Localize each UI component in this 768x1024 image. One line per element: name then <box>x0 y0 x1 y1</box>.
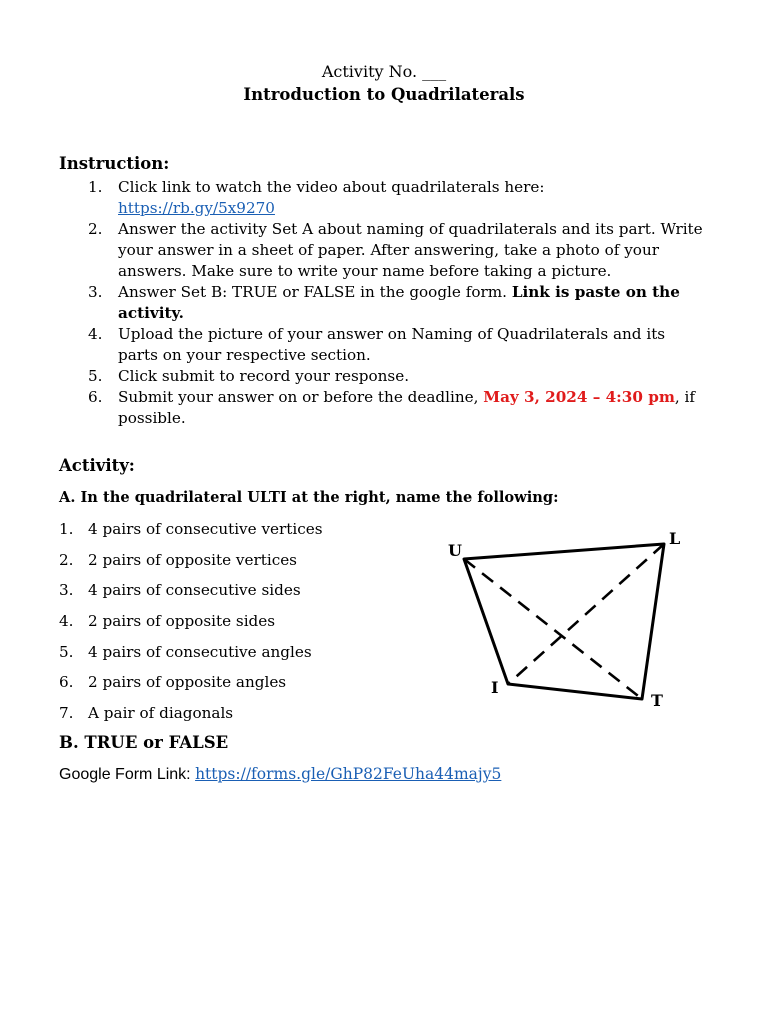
instruction-item <box>59 324 709 366</box>
deadline-text: May 3, 2024 – 4:30 pm <box>483 388 675 406</box>
item-number: 6. <box>59 673 74 692</box>
part-a-item-text: 4 pairs of consecutive angles <box>88 642 312 661</box>
instruction-item <box>59 177 709 219</box>
google-form-label: Google Form Link: <box>59 766 196 783</box>
google-form-link[interactable]: https://forms.gle/GhP82FeUha44majy5 <box>195 765 502 783</box>
activity-heading: Activity: <box>59 456 135 475</box>
instruction-item <box>59 387 709 429</box>
part-a-item <box>59 641 419 672</box>
part-a-item-text: A pair of diagonals <box>88 704 234 723</box>
part-a-item <box>59 610 419 641</box>
instruction-heading: Instruction: <box>59 154 170 173</box>
part-a-title: A. In the quadrilateral ULTI at the right, name the following: <box>59 489 559 506</box>
instruction-item <box>59 282 709 324</box>
instruction-text: Submit your answer on or before the deadline, <box>118 388 484 406</box>
item-number: 6. <box>88 388 103 406</box>
part-a-item-text: 2 pairs of opposite angles <box>88 673 287 692</box>
vertex-label-l: L <box>669 529 681 548</box>
quadrilateral-outline <box>464 544 664 699</box>
item-number: 7. <box>59 704 74 723</box>
part-a-item-text: 4 pairs of consecutive vertices <box>88 520 323 538</box>
item-number: 5. <box>59 642 74 661</box>
diagonal-li <box>508 544 664 684</box>
part-a-item <box>59 518 419 549</box>
google-form-line <box>59 765 501 784</box>
instruction-item <box>59 219 709 282</box>
instruction-bold-note: Link is paste on the activity. <box>118 283 680 322</box>
item-number: 2. <box>88 220 103 238</box>
part-a-item <box>59 702 419 733</box>
part-a-item-text: 2 pairs of opposite sides <box>88 612 276 631</box>
vertex-label-t: T <box>651 691 663 710</box>
item-number: 5. <box>88 367 103 385</box>
part-a-item <box>59 549 419 580</box>
part-b-title: B. TRUE or FALSE <box>59 733 229 752</box>
vertex-label-i: I <box>491 678 499 697</box>
instruction-list <box>59 177 709 429</box>
instruction-item <box>59 366 709 387</box>
quadrilateral-ulti-diagram <box>440 525 690 715</box>
vertex-label-u: U <box>448 541 462 560</box>
video-link[interactable]: https://rb.gy/5x9270 <box>118 199 275 217</box>
part-a-item <box>59 579 419 610</box>
instruction-text: Answer the activity Set A about naming of quadrilaterals and its part. Write your answer in a sheet of paper. After answering, take a photo of your answers. Make sure to write your name before taking a picture. <box>118 220 703 280</box>
item-number: 4. <box>88 325 103 343</box>
instruction-text: Upload the picture of your answer on Naming of Quadrilaterals and its parts on your respective section. <box>118 325 666 364</box>
part-a-item-text: 4 pairs of consecutive sides <box>88 581 301 600</box>
instruction-text: Click submit to record your response. <box>118 367 410 385</box>
item-number: 1. <box>59 520 74 538</box>
page-title: Introduction to Quadrilaterals <box>243 85 525 104</box>
part-a-item <box>59 671 419 702</box>
item-number: 4. <box>59 612 74 631</box>
item-number: 1. <box>88 178 103 196</box>
instruction-text: Answer Set B: TRUE or FALSE in the google form. <box>118 283 512 301</box>
part-a-list <box>59 518 419 733</box>
instruction-text: Click link to watch the video about quadrilaterals here: <box>118 178 545 196</box>
item-number: 3. <box>59 581 74 600</box>
activity-number: Activity No. ___ <box>321 62 447 81</box>
part-a-item-text: 2 pairs of opposite vertices <box>88 550 297 569</box>
instruction-text-after: , if possible. <box>118 388 696 427</box>
item-number: 3. <box>88 283 103 301</box>
item-number: 2. <box>59 550 74 569</box>
